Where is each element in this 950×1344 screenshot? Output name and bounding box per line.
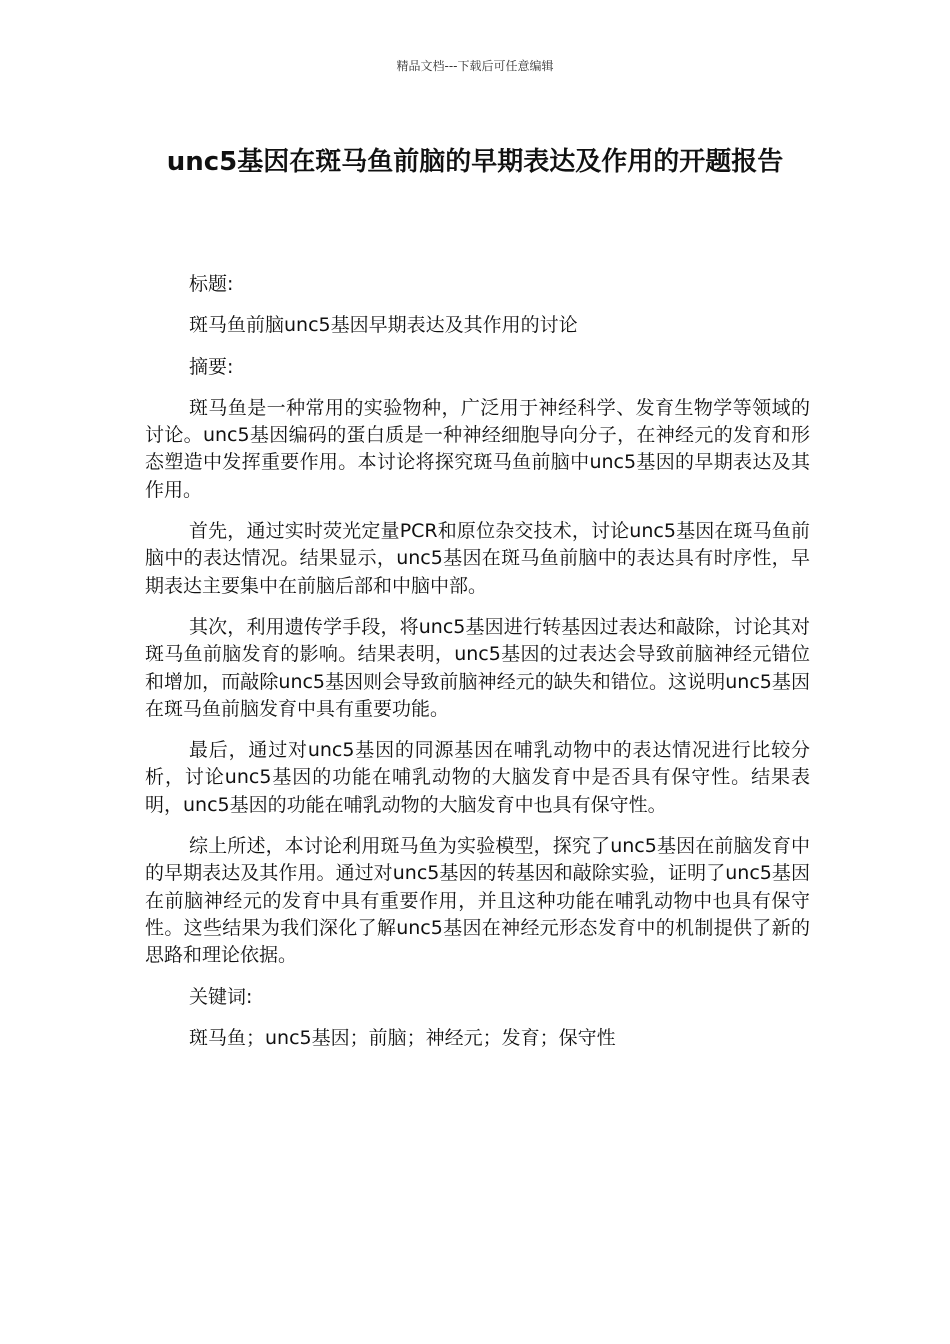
document-body xyxy=(145,271,810,1066)
abstract-paragraph-5: 综上所述，本讨论利用斑马鱼为实验模型，探究了unc5基因在前脑发育中的早期表达及其作用。通过对unc5基因的转基因和敲除实验，证明了unc5基因在前脑神经元的发育中具有重要作用，并且这种功能在哺乳动物中也具有保守性。这些结果为我们深化了解unc5基因在神经元形态发育中的机制提供了新的思路和理论依据。 xyxy=(145,835,810,967)
keywords-label: 关键词: xyxy=(189,985,253,1008)
abstract-paragraph-2: 首先，通过实时荧光定量PCR和原位杂交技术，讨论unc5基因在斑马鱼前脑中的表达情况。结果显示，unc5基因在斑马鱼前脑中的表达具有时序性，早期表达主要集中在前脑后部和中脑中部。 xyxy=(145,520,810,597)
abstract-label: 摘要: xyxy=(189,355,234,378)
keywords-text: 斑马鱼；unc5基因；前脑；神经元；发育；保守性 xyxy=(189,1026,616,1049)
abstract-paragraph-1: 斑马鱼是一种常用的实验物种，广泛用于神经科学、发育生物学等领域的讨论。unc5基因编码的蛋白质是一种神经细胞导向分子，在神经元的发育和形态塑造中发挥重要作用。本讨论将探究斑马鱼前脑中unc5基因的早期表达及其作用。 xyxy=(145,396,810,501)
header-note: 精品文档---下载后可任意编辑 xyxy=(396,59,554,73)
abstract-paragraph-3: 其次，利用遗传学手段，将unc5基因进行转基因过表达和敲除，讨论其对斑马鱼前脑发育的影响。结果表明，unc5基因的过表达会导致前脑神经元错位和增加，而敲除unc5基因则会导致前脑神经元的缺失和错位。这说明unc5基因在斑马鱼前脑发育中具有重要功能。 xyxy=(145,615,810,720)
title-text: 斑马鱼前脑unc5基因早期表达及其作用的讨论 xyxy=(189,314,578,337)
abstract-paragraph-4: 最后，通过对unc5基因的同源基因在哺乳动物中的表达情况进行比较分析，讨论unc5基因的功能在哺乳动物的大脑发育中是否具有保守性。结果表明，unc5基因的功能在哺乳动物的大脑发育中也具有保守性。 xyxy=(145,739,810,816)
title-label: 标题: xyxy=(189,273,234,295)
document-title: unc5基因在斑马鱼前脑的早期表达及作用的开题报告 xyxy=(166,147,784,177)
